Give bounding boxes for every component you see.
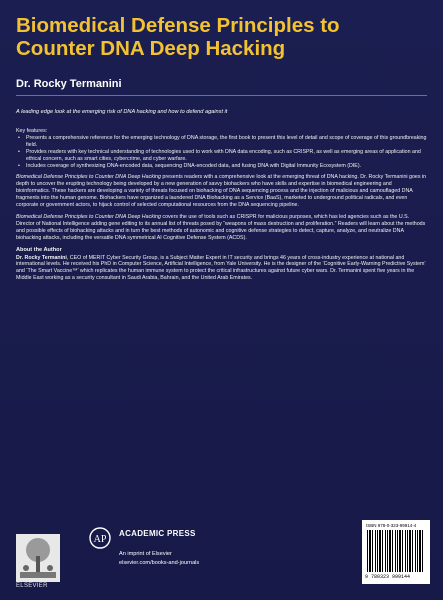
paragraph-text: covers the use of tools such as CRISPR for malicious purposes, which has led agencies such as the U.S. Director of National Intelligence adding gene editing to its annual list of threats posed by “weapons of mass destruction and proliferation.” Readers will learn about the methods and possible effects of biohacking attacks and in turn the best methods of autonomic and cognitive defense strategies to detect, capture, analyze, and neutralize DNA biohacking attacks, including the versatile DNA symmetrical AI Cognitive Defense System (ACDS).: [16, 213, 426, 241]
about-author-heading: About the Author: [16, 246, 62, 253]
title-line-1: Biomedical Defense Principles to: [16, 14, 340, 37]
about-author-text: [16, 255, 427, 283]
publisher-url: elsevier.com/books-and-journals: [119, 560, 200, 566]
publisher-name: ACADEMIC PRESS: [119, 529, 196, 538]
book-title-italic: Biomedical Defense Principles to Counter DNA Deep Hacking: [16, 213, 161, 220]
author-name: Dr. Rocky Termanini: [16, 78, 122, 90]
paragraph-text: presents readers with a comprehensive look at the emerging threat of DNA hacking. Dr. Rocky Termanini goes in depth to uncover the erupting technology being developed by a new generation of savvy biohackers who have skills and expertise in biomedical engineering and bioinformatics. These hackers are developing a variety of threats focused on biohacking of DNA sequencing process and the injection of malicious and camouflaged DNA fragments into the human genome. Biohackers have organized a laundered DNA Biohacking as a Service (BaaS), marketed to underground political radicals, and even corporate or government actors, to hijack control of selected computational resources from the DNA sequencing pipeline.: [16, 174, 427, 209]
ap-circle-logo: [89, 527, 111, 549]
description-paragraph-2: [16, 214, 427, 242]
imprint-line: An imprint of Elsevier: [119, 551, 172, 557]
about-author-name: Dr. Rocky Termanini: [16, 254, 67, 261]
divider: [16, 95, 427, 96]
key-feature: • Presents a comprehensive reference for the emerging technology of DNA storage, the first book to present this level of detail and scope of coverage of this groundbreaking field.: [23, 135, 427, 149]
ap-logo-letters: AP: [93, 534, 107, 545]
book-title-italic: Biomedical Defense Principles to Counter DNA Deep Hacking: [16, 174, 161, 181]
isbn-text: ISBN 978-0-323-99914-4: [366, 523, 417, 528]
key-feature: • Provides readers with key technical understanding of technologies used to work with DNA data encoding, such as CRISPR, as well as emerging areas of application and ethical concern, such as smart cities, cybercrime, and cyber warfare.: [23, 149, 427, 163]
about-author-bio: , CEO of MERIT Cyber Security Group, is a Subject Matter Expert in IT security and brings 46 years of cross-industry experience at national and international levels. He received his PhD in Computer Science, Artificial Intelligence, from Yale University. He is the designer of the ‘Cognitive Early-Warning Predictive System’ and ‘The Smart Vaccine™’ which replicates the human immune system to protect the critical infrastructures against future cyber wars. Dr. Termanini spent five years in the Middle East working as a security consultant in Saudi Arabia, Bahrain, and the United Arab Emirates.: [16, 254, 426, 282]
book-title: [16, 14, 426, 60]
barcode-bars: [367, 530, 425, 572]
title-line-2: Counter DNA Deep Hacking: [16, 37, 286, 60]
key-features-list: [16, 135, 427, 170]
key-features-heading: Key features:: [16, 128, 48, 134]
blurb: [16, 128, 427, 287]
barcode-number: 9 780323 999144: [365, 574, 411, 580]
barcode: [362, 520, 430, 584]
tagline: A leading edge look at the emerging risk of DNA hacking and how to defend against it: [16, 109, 228, 115]
elsevier-tree-logo: [16, 534, 60, 582]
key-feature: • Includes coverage of synthesizing DNA-encoded data, sequencing DNA-encoded data, and fusing DNA with Digital Immunity Ecosystem (DIE).: [23, 163, 427, 170]
elsevier-wordmark: ELSEVIER: [16, 583, 48, 589]
description-paragraph-1: [16, 174, 427, 209]
